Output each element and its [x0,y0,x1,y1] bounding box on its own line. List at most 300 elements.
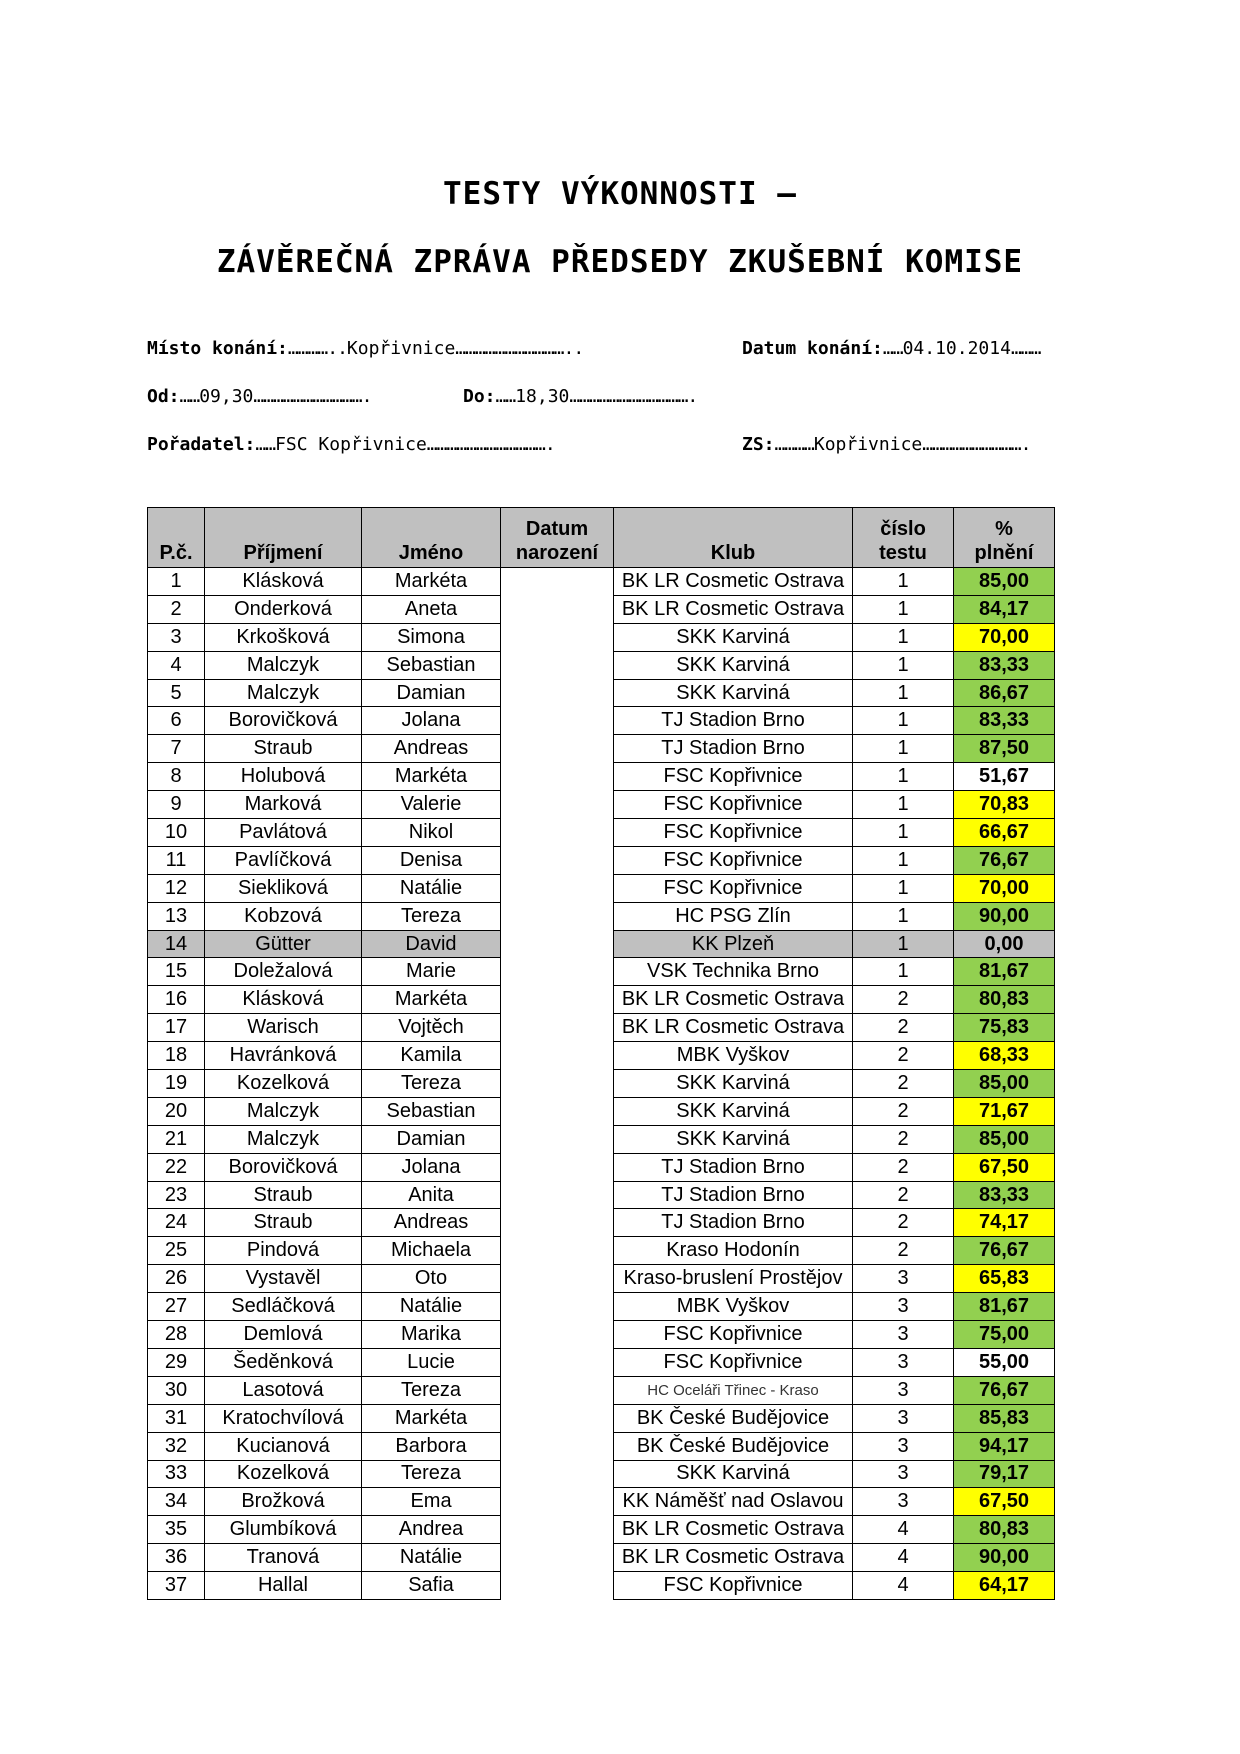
cell-klub: BK LR Cosmetic Ostrava [614,568,853,596]
cell-datum-narozeni [501,819,614,847]
cell-plneni: 90,00 [954,1544,1055,1572]
cell-jmeno: David [362,930,501,958]
cell-datum-narozeni [501,1404,614,1432]
cell-plneni: 90,00 [954,902,1055,930]
cell-plneni: 83,33 [954,707,1055,735]
cell-pc: 28 [148,1321,205,1349]
table-row [148,763,1055,791]
cell-klub: VSK Technika Brno [614,958,853,986]
cell-pc: 11 [148,846,205,874]
poradatel-value: FSC Kopřivnice [275,434,427,455]
cell-klub: SKK Karviná [614,1070,853,1098]
cell-jmeno: Anita [362,1181,501,1209]
table-row [148,1376,1055,1404]
cell-datum-narozeni [501,846,614,874]
cell-pc: 1 [148,568,205,596]
cell-pc: 25 [148,1237,205,1265]
cell-cislo-testu: 2 [853,1237,954,1265]
cell-plneni: 70,00 [954,874,1055,902]
cell-jmeno: Andreas [362,735,501,763]
cell-jmeno: Lucie [362,1348,501,1376]
cell-jmeno: Markéta [362,986,501,1014]
cell-prijmeni: Kratochvílová [205,1404,362,1432]
cell-cislo-testu: 3 [853,1293,954,1321]
cell-jmeno: Jolana [362,707,501,735]
table-row [148,1404,1055,1432]
cell-plneni: 80,83 [954,1516,1055,1544]
cell-cislo-testu: 1 [853,902,954,930]
cell-jmeno: Markéta [362,568,501,596]
cell-klub: FSC Kopřivnice [614,846,853,874]
cell-plneni: 87,50 [954,735,1055,763]
cell-pc: 30 [148,1376,205,1404]
cell-jmeno: Natálie [362,1544,501,1572]
cell-jmeno: Tereza [362,1070,501,1098]
cell-pc: 2 [148,595,205,623]
cell-pc: 14 [148,930,205,958]
cell-prijmeni: Onderková [205,595,362,623]
cell-cislo-testu: 3 [853,1265,954,1293]
cell-klub: TJ Stadion Brno [614,1209,853,1237]
cell-plneni: 51,67 [954,763,1055,791]
cell-prijmeni: Marková [205,791,362,819]
field-misto: Místo konání:…………..Kopřivnice…………………………….. [147,338,584,359]
cell-pc: 22 [148,1153,205,1181]
cell-pc: 17 [148,1014,205,1042]
cell-datum-narozeni [501,1042,614,1070]
cell-prijmeni: Malczyk [205,679,362,707]
cell-pc: 15 [148,958,205,986]
cell-klub: FSC Kopřivnice [614,819,853,847]
table-row [148,902,1055,930]
table-row [148,1321,1055,1349]
cell-klub: FSC Kopřivnice [614,874,853,902]
cell-datum-narozeni [501,763,614,791]
cell-cislo-testu: 1 [853,958,954,986]
cell-prijmeni: Borovičková [205,1153,362,1181]
cell-cislo-testu: 1 [853,819,954,847]
table-row [148,958,1055,986]
cell-cislo-testu: 2 [853,1125,954,1153]
results-table [147,507,1055,1600]
cell-pc: 7 [148,735,205,763]
cell-datum-narozeni [501,1544,614,1572]
cell-datum-narozeni [501,1265,614,1293]
cell-cislo-testu: 3 [853,1321,954,1349]
cell-klub: FSC Kopřivnice [614,1572,853,1600]
cell-pc: 9 [148,791,205,819]
cell-datum-narozeni [501,930,614,958]
od-value: 09,30 [199,386,254,407]
cell-prijmeni: Doležalová [205,958,362,986]
table-row [148,930,1055,958]
table-row [148,1153,1055,1181]
table-header-row [148,508,1055,568]
cell-jmeno: Natálie [362,874,501,902]
cell-klub: HC Oceláři Třinec - Kraso [614,1376,853,1404]
cell-klub: SKK Karviná [614,1097,853,1125]
cell-datum-narozeni [501,1014,614,1042]
cell-klub: FSC Kopřivnice [614,763,853,791]
cell-pc: 21 [148,1125,205,1153]
cell-prijmeni: Warisch [205,1014,362,1042]
cell-plneni: 80,83 [954,986,1055,1014]
cell-pc: 3 [148,623,205,651]
cell-klub: FSC Kopřivnice [614,791,853,819]
cell-prijmeni: Tranová [205,1544,362,1572]
cell-klub: FSC Kopřivnice [614,1348,853,1376]
cell-cislo-testu: 3 [853,1348,954,1376]
cell-pc: 26 [148,1265,205,1293]
cell-cislo-testu: 1 [853,791,954,819]
cell-plneni: 70,83 [954,791,1055,819]
header-cislo-line1: číslo [880,518,926,540]
header-datum-line2: narození [515,542,599,564]
cell-jmeno: Jolana [362,1153,501,1181]
table-row [148,1293,1055,1321]
cell-klub: SKK Karviná [614,1460,853,1488]
cell-cislo-testu: 3 [853,1376,954,1404]
cell-datum-narozeni [501,1125,614,1153]
cell-pc: 6 [148,707,205,735]
cell-plneni: 94,17 [954,1432,1055,1460]
cell-jmeno: Michaela [362,1237,501,1265]
cell-jmeno: Damian [362,1125,501,1153]
cell-datum-narozeni [501,1153,614,1181]
cell-cislo-testu: 2 [853,986,954,1014]
cell-klub: KK Náměšť nad Oslavou [614,1488,853,1516]
cell-plneni: 85,00 [954,568,1055,596]
cell-pc: 36 [148,1544,205,1572]
table-row [148,1432,1055,1460]
cell-prijmeni: Straub [205,1209,362,1237]
cell-pc: 5 [148,679,205,707]
cell-jmeno: Tereza [362,1376,501,1404]
cell-cislo-testu: 1 [853,623,954,651]
cell-prijmeni: Hallal [205,1572,362,1600]
cell-cislo-testu: 1 [853,595,954,623]
header-cislo-testu [853,508,954,568]
cell-prijmeni: Borovičková [205,707,362,735]
cell-datum-narozeni [501,1209,614,1237]
cell-prijmeni: Pavlíčková [205,846,362,874]
cell-jmeno: Safia [362,1572,501,1600]
cell-plneni: 71,67 [954,1097,1055,1125]
cell-klub: SKK Karviná [614,651,853,679]
cell-plneni: 76,67 [954,846,1055,874]
cell-datum-narozeni [501,651,614,679]
table-row [148,1460,1055,1488]
cell-prijmeni: Straub [205,735,362,763]
cell-datum-narozeni [501,1181,614,1209]
cell-plneni: 84,17 [954,595,1055,623]
cell-prijmeni: Malczyk [205,651,362,679]
cell-pc: 8 [148,763,205,791]
table-row [148,1265,1055,1293]
cell-jmeno: Sebastian [362,651,501,679]
cell-cislo-testu: 4 [853,1544,954,1572]
cell-pc: 37 [148,1572,205,1600]
cell-prijmeni: Brožková [205,1488,362,1516]
cell-plneni: 0,00 [954,930,1055,958]
cell-jmeno: Vojtěch [362,1014,501,1042]
cell-pc: 27 [148,1293,205,1321]
cell-klub: BK České Budějovice [614,1404,853,1432]
cell-cislo-testu: 2 [853,1097,954,1125]
cell-jmeno: Markéta [362,763,501,791]
cell-datum-narozeni [501,1348,614,1376]
cell-klub: BK LR Cosmetic Ostrava [614,1544,853,1572]
table-row [148,846,1055,874]
table-row [148,679,1055,707]
cell-datum-narozeni [501,958,614,986]
cell-prijmeni: Havránková [205,1042,362,1070]
header-prijmeni: Příjmení [205,508,362,568]
cell-datum-narozeni [501,1376,614,1404]
cell-klub: SKK Karviná [614,623,853,651]
cell-datum-narozeni [501,791,614,819]
cell-datum-narozeni [501,623,614,651]
cell-prijmeni: Demlová [205,1321,362,1349]
cell-klub: KK Plzeň [614,930,853,958]
cell-datum-narozeni [501,1237,614,1265]
misto-value: Kopřivnice [346,338,456,359]
zs-value: Kopřivnice [813,434,923,455]
cell-jmeno: Marika [362,1321,501,1349]
cell-datum-narozeni [501,568,614,596]
cell-klub: HC PSG Zlín [614,902,853,930]
table-row [148,623,1055,651]
cell-prijmeni: Krkošková [205,623,362,651]
cell-cislo-testu: 3 [853,1488,954,1516]
cell-klub: MBK Vyškov [614,1042,853,1070]
table-row [148,819,1055,847]
cell-plneni: 81,67 [954,958,1055,986]
table-row [148,791,1055,819]
cell-datum-narozeni [501,707,614,735]
cell-pc: 16 [148,986,205,1014]
table-row [148,1348,1055,1376]
cell-plneni: 75,83 [954,1014,1055,1042]
table-row [148,1097,1055,1125]
table-row [148,707,1055,735]
table-row [148,1181,1055,1209]
cell-prijmeni: Kucianová [205,1432,362,1460]
table-row [148,874,1055,902]
header-plneni [954,508,1055,568]
cell-prijmeni: Klásková [205,568,362,596]
cell-datum-narozeni [501,902,614,930]
cell-prijmeni: Lasotová [205,1376,362,1404]
header-plneni-line1: % [995,518,1013,540]
cell-jmeno: Simona [362,623,501,651]
cell-plneni: 67,50 [954,1488,1055,1516]
cell-cislo-testu: 2 [853,1181,954,1209]
header-plneni-line2: plnění [974,542,1034,564]
zs-label: ZS: [742,434,775,455]
cell-klub: BK LR Cosmetic Ostrava [614,986,853,1014]
cell-plneni: 76,67 [954,1376,1055,1404]
cell-prijmeni: Gütter [205,930,362,958]
header-klub: Klub [614,508,853,568]
field-do: Do:……18,30………………………………. [463,386,698,407]
cell-cislo-testu: 1 [853,735,954,763]
cell-datum-narozeni [501,595,614,623]
cell-klub: FSC Kopřivnice [614,1321,853,1349]
cell-cislo-testu: 1 [853,874,954,902]
cell-datum-narozeni [501,874,614,902]
cell-cislo-testu: 2 [853,1153,954,1181]
do-label: Do: [463,386,496,407]
cell-pc: 35 [148,1516,205,1544]
cell-jmeno: Andreas [362,1209,501,1237]
cell-cislo-testu: 3 [853,1432,954,1460]
cell-plneni: 85,00 [954,1070,1055,1098]
field-poradatel: Pořadatel:……FSC Kopřivnice………………………………. [147,434,555,455]
cell-jmeno: Natálie [362,1293,501,1321]
title-line-2: ZÁVĚREČNÁ ZPRÁVA PŘEDSEDY ZKUŠEBNÍ KOMISE [216,244,1024,280]
cell-datum-narozeni [501,1488,614,1516]
cell-datum-narozeni [501,735,614,763]
od-label: Od: [147,386,180,407]
cell-klub: Kraso Hodonín [614,1237,853,1265]
cell-jmeno: Aneta [362,595,501,623]
cell-klub: Kraso-bruslení Prostějov [614,1265,853,1293]
cell-plneni: 65,83 [954,1265,1055,1293]
cell-cislo-testu: 1 [853,846,954,874]
cell-prijmeni: Pavlátová [205,819,362,847]
cell-klub: SKK Karviná [614,1125,853,1153]
poradatel-label: Pořadatel: [147,434,256,455]
datum-label: Datum konání: [742,338,883,359]
cell-prijmeni: Straub [205,1181,362,1209]
table-body [148,568,1055,1600]
cell-prijmeni: Pindová [205,1237,362,1265]
header-jmeno: Jméno [362,508,501,568]
cell-jmeno: Tereza [362,1460,501,1488]
table-row [148,1488,1055,1516]
cell-pc: 18 [148,1042,205,1070]
cell-datum-narozeni [501,1516,614,1544]
datum-value: 04.10.2014 [902,338,1011,359]
table-row [148,1070,1055,1098]
cell-klub: TJ Stadion Brno [614,1153,853,1181]
cell-plneni: 83,33 [954,651,1055,679]
cell-cislo-testu: 1 [853,651,954,679]
cell-klub: BK LR Cosmetic Ostrava [614,595,853,623]
table-row [148,1209,1055,1237]
cell-plneni: 86,67 [954,679,1055,707]
cell-klub: BK České Budějovice [614,1432,853,1460]
cell-prijmeni: Kozelková [205,1070,362,1098]
cell-jmeno: Denisa [362,846,501,874]
table-row [148,1014,1055,1042]
cell-plneni: 64,17 [954,1572,1055,1600]
cell-jmeno: Ema [362,1488,501,1516]
cell-prijmeni: Sedláčková [205,1293,362,1321]
cell-cislo-testu: 1 [853,763,954,791]
cell-prijmeni: Vystavěl [205,1265,362,1293]
cell-prijmeni: Malczyk [205,1125,362,1153]
title-line-1: TESTY VÝKONNOSTI – [443,176,797,212]
cell-cislo-testu: 2 [853,1014,954,1042]
cell-cislo-testu: 3 [853,1460,954,1488]
table-row [148,1237,1055,1265]
cell-cislo-testu: 1 [853,707,954,735]
cell-klub: SKK Karviná [614,679,853,707]
cell-prijmeni: Kozelková [205,1460,362,1488]
table-row [148,651,1055,679]
cell-jmeno: Markéta [362,1404,501,1432]
cell-prijmeni: Malczyk [205,1097,362,1125]
cell-plneni: 66,67 [954,819,1055,847]
cell-plneni: 74,17 [954,1209,1055,1237]
cell-plneni: 68,33 [954,1042,1055,1070]
cell-datum-narozeni [501,1097,614,1125]
header-cislo-line2: testu [879,542,927,564]
table-row [148,1516,1055,1544]
cell-klub: TJ Stadion Brno [614,707,853,735]
cell-jmeno: Sebastian [362,1097,501,1125]
cell-jmeno: Barbora [362,1432,501,1460]
table-row [148,1544,1055,1572]
cell-jmeno: Kamila [362,1042,501,1070]
cell-prijmeni: Klásková [205,986,362,1014]
cell-pc: 23 [148,1181,205,1209]
cell-prijmeni: Šeděnková [205,1348,362,1376]
cell-cislo-testu: 4 [853,1516,954,1544]
cell-pc: 10 [148,819,205,847]
cell-cislo-testu: 2 [853,1042,954,1070]
cell-datum-narozeni [501,1460,614,1488]
cell-plneni: 76,67 [954,1237,1055,1265]
cell-cislo-testu: 1 [853,568,954,596]
cell-klub: BK LR Cosmetic Ostrava [614,1014,853,1042]
field-od: Od:……09,30……………………………. [147,386,372,407]
cell-klub: MBK Vyškov [614,1293,853,1321]
cell-datum-narozeni [501,1293,614,1321]
field-zs: ZS:…………Kopřivnice…………………………. [742,434,1031,455]
cell-prijmeni: Kobzová [205,902,362,930]
cell-plneni: 67,50 [954,1153,1055,1181]
table-row [148,1042,1055,1070]
cell-datum-narozeni [501,1321,614,1349]
cell-jmeno: Damian [362,679,501,707]
cell-jmeno: Valerie [362,791,501,819]
cell-datum-narozeni [501,679,614,707]
cell-plneni: 70,00 [954,623,1055,651]
cell-pc: 13 [148,902,205,930]
cell-prijmeni: Holubová [205,763,362,791]
cell-datum-narozeni [501,1432,614,1460]
header-pc: P.č. [148,508,205,568]
table-row [148,986,1055,1014]
cell-datum-narozeni [501,1070,614,1098]
cell-plneni: 55,00 [954,1348,1055,1376]
cell-klub: TJ Stadion Brno [614,735,853,763]
cell-cislo-testu: 2 [853,1209,954,1237]
cell-plneni: 79,17 [954,1460,1055,1488]
cell-plneni: 75,00 [954,1321,1055,1349]
cell-pc: 33 [148,1460,205,1488]
cell-plneni: 85,00 [954,1125,1055,1153]
cell-jmeno: Andrea [362,1516,501,1544]
cell-pc: 20 [148,1097,205,1125]
cell-pc: 31 [148,1404,205,1432]
cell-jmeno: Tereza [362,902,501,930]
header-datum-narozeni [501,508,614,568]
header-datum-line1: Datum [525,518,589,540]
